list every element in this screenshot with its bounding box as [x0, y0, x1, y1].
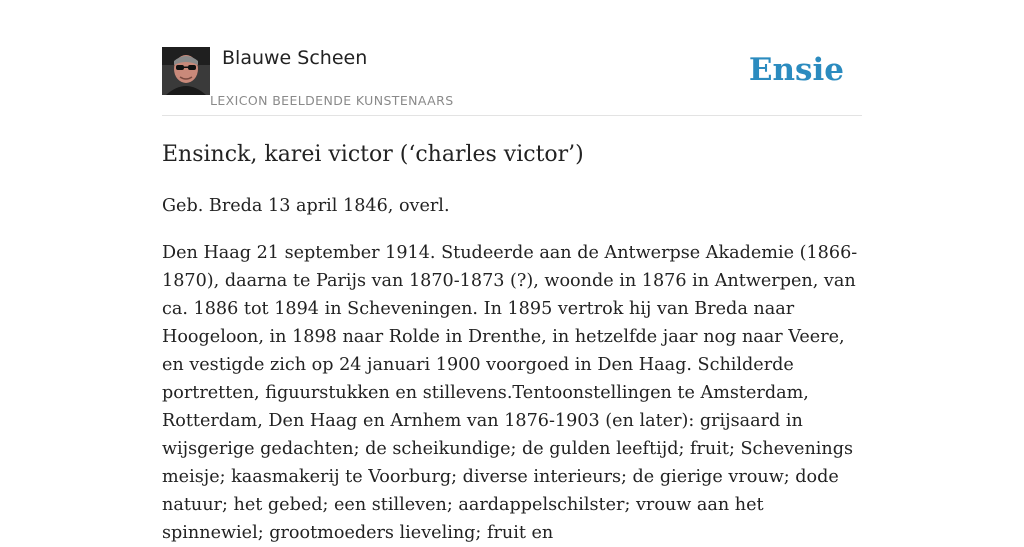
article-paragraph-2: Den Haag 21 september 1914. Studeerde aan de Antwerpse Akademie (1866-1870), daarna te Parijs van 1870-1873 (?), woonde in 1876 in Antwerpen, van ca. 1886 tot 1894 in Scheveningen. In 1895 vertrok hij van Breda naar Hoogeloon, in 1898 naar Rolde in Drenthe, in hetzelfde jaar nog naar Veere, en vestigde zich op 24 januari 1900 voorgoed in Den Haag. Schilderde portretten, figuurstukken en stillevens.Tentoonstellingen te Amsterdam, Rotterdam, Den Haag en Arnhem van 1876-1903 (en later): grijsaard in wijsgerige gedachten; de scheikundige; de gulden leeftijd; fruit; Schevenings meisje; kaasmakerij te Voorburg; diverse interieurs; de gierige vrouw; dode natuur; het gebed; een stilleven; aardappelschilster; vrouw aan het spinnewiel; grootmoeders lieveling; fruit en [162, 243, 858, 543]
author-avatar[interactable] [162, 47, 210, 95]
article-title: Ensinck, karei victor (‘charles victor’) [162, 142, 584, 167]
ensie-logo[interactable]: Ensie [748, 52, 844, 88]
article-header [162, 46, 862, 116]
article-paragraph-1: Geb. Breda 13 april 1846, overl. [162, 196, 450, 216]
avatar-portrait-icon [162, 47, 210, 95]
source-label[interactable]: LEXICON BEELDENDE KUNSTENAARS [210, 93, 454, 108]
author-name[interactable]: Blauwe Scheen [222, 47, 368, 69]
